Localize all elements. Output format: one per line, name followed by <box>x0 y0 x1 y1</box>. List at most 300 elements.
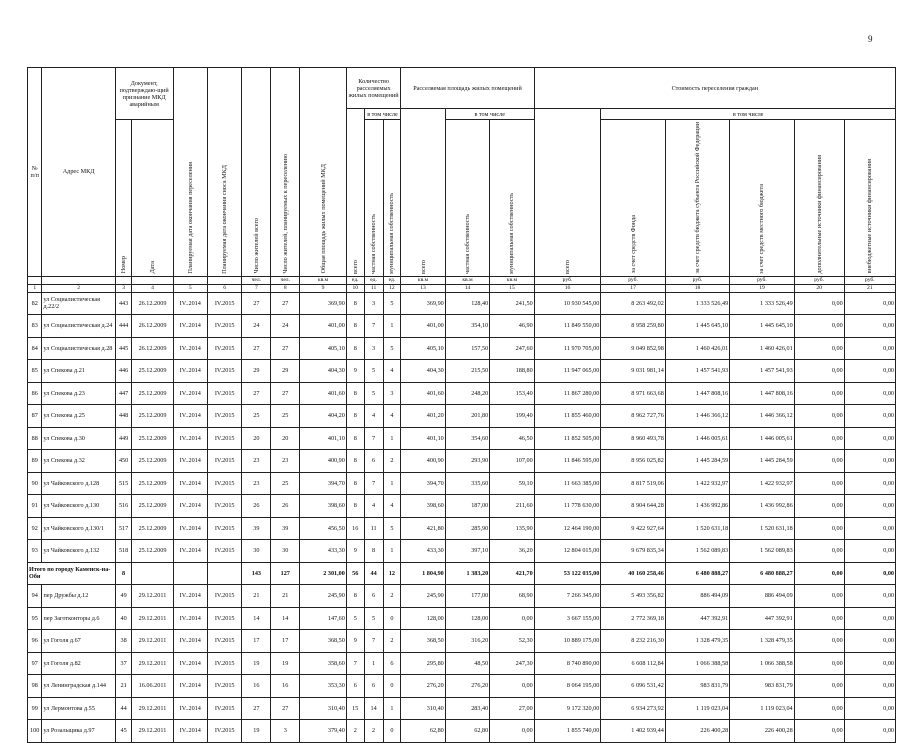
unit-cell: ед. <box>346 276 364 284</box>
table-cell: IV..2014 <box>173 630 207 653</box>
table-cell: 4 <box>383 360 401 383</box>
col-area-private-header: частная собственность <box>463 213 471 274</box>
table-cell: 283,40 <box>445 697 489 720</box>
table-cell: IV.2015 <box>207 315 241 338</box>
table-cell: 1 066 388,58 <box>665 652 729 675</box>
table-cell: 128,00 <box>445 607 489 630</box>
table-cell: 886 494,09 <box>730 585 794 608</box>
table-cell: 1 <box>383 427 401 450</box>
unit-cell <box>173 276 207 284</box>
table-cell: 354,60 <box>445 427 489 450</box>
table-row <box>28 337 896 360</box>
column-number-cell: 1 <box>28 284 42 292</box>
column-number-cell: 2 <box>42 284 115 292</box>
table-cell: IV.2015 <box>207 292 241 315</box>
table-cell: 20 <box>271 427 300 450</box>
column-numbers-row <box>28 284 896 292</box>
table-cell: IV.2015 <box>207 720 241 743</box>
unit-cell: чел. <box>271 276 300 284</box>
unit-cell <box>115 276 132 284</box>
table-cell: 11 846 595,00 <box>534 450 601 473</box>
table-cell: 143 <box>242 562 271 585</box>
table-cell: 88 <box>28 427 42 450</box>
table-cell: IV..2014 <box>173 292 207 315</box>
table-cell: 85 <box>28 360 42 383</box>
table-cell: 29.12.2011 <box>132 697 173 720</box>
units-row <box>28 276 896 284</box>
table-cell: 7 <box>364 427 383 450</box>
table-cell: 7 <box>364 315 383 338</box>
table-cell: IV.2015 <box>207 517 241 540</box>
table-cell: 405,10 <box>401 337 445 360</box>
table-cell: 46,90 <box>490 315 534 338</box>
table-cell: 226 400,28 <box>665 720 729 743</box>
table-cell: 293,90 <box>445 450 489 473</box>
table-cell: 9 <box>346 540 364 563</box>
table-cell: 127 <box>271 562 300 585</box>
table-cell: 0,00 <box>844 675 895 698</box>
table-cell: 1 446 366,12 <box>730 405 794 428</box>
table-cell: 0,00 <box>794 292 844 315</box>
table-cell: 421,80 <box>401 517 445 540</box>
table-cell: 1 <box>383 472 401 495</box>
table-cell: 0,00 <box>844 337 895 360</box>
table-cell: IV..2014 <box>173 360 207 383</box>
table-cell: 1 855 740,00 <box>534 720 601 743</box>
table-cell: 1 460 426,01 <box>730 337 794 360</box>
table-cell: 6 <box>364 450 383 473</box>
table-cell: 1 <box>383 697 401 720</box>
table-cell: 59,10 <box>490 472 534 495</box>
table-cell: 401,10 <box>401 427 445 450</box>
table-cell: 100 <box>28 720 42 743</box>
table-cell: 44 <box>115 697 132 720</box>
table-row <box>28 540 896 563</box>
table-cell: IV..2014 <box>173 450 207 473</box>
table-body <box>28 292 896 742</box>
table-cell: 36,20 <box>490 540 534 563</box>
table-cell: 400,90 <box>300 450 347 473</box>
table-cell: 0 <box>383 675 401 698</box>
col-address-header: Адрес МКД <box>42 68 115 277</box>
table-cell: 38 <box>115 630 132 653</box>
table-cell: 91 <box>28 495 42 518</box>
unit-cell <box>28 276 42 284</box>
table-cell: 0,00 <box>844 630 895 653</box>
table-cell: 0,00 <box>794 495 844 518</box>
table-cell: 44 <box>364 562 383 585</box>
table-cell: 99 <box>28 697 42 720</box>
col-document-header: Документ, подтверждаю-щий признание МКД аварийным <box>115 68 173 120</box>
table-cell: 26 <box>242 495 271 518</box>
table-cell: IV.2015 <box>207 540 241 563</box>
table-cell: 12 804 015,00 <box>534 540 601 563</box>
table-cell: 8 962 727,76 <box>601 405 665 428</box>
table-cell: 446 <box>115 360 132 383</box>
unit-cell: чел. <box>242 276 271 284</box>
table-cell: 0,00 <box>794 382 844 405</box>
col-planned-end-header: Планируемая дата окончания переселения <box>186 162 194 274</box>
table-cell: 11 970 705,00 <box>534 337 601 360</box>
table-row <box>28 652 896 675</box>
table-cell: 23 <box>242 472 271 495</box>
address-cell: ул Социалистическая д.24 <box>42 315 115 338</box>
table-cell: 26.12.2009 <box>132 315 173 338</box>
table-cell: 40 <box>115 607 132 630</box>
table-cell: 1 <box>364 652 383 675</box>
column-number-cell: 20 <box>794 284 844 292</box>
table-cell: 401,60 <box>300 382 347 405</box>
table-cell: 4 <box>383 495 401 518</box>
table-cell: 447 392,91 <box>730 607 794 630</box>
table-cell: 358,60 <box>300 652 347 675</box>
table-cell: 0,00 <box>794 585 844 608</box>
table-cell: 5 <box>383 292 401 315</box>
table-cell: 241,50 <box>490 292 534 315</box>
table-cell: IV.2015 <box>207 585 241 608</box>
table-cell: 27 <box>242 697 271 720</box>
unit-cell: руб. <box>844 276 895 284</box>
table-cell: 20 <box>242 427 271 450</box>
table-cell: 6 096 531,42 <box>601 675 665 698</box>
table-cell: 25 <box>271 405 300 428</box>
table-cell: 24 <box>242 315 271 338</box>
table-cell: 1 446 005,61 <box>730 427 794 450</box>
table-cell: 368,50 <box>300 630 347 653</box>
table-cell: 9 049 852,98 <box>601 337 665 360</box>
table-cell: IV..2014 <box>173 652 207 675</box>
table-cell: 5 <box>364 382 383 405</box>
table-cell: 25.12.2009 <box>132 517 173 540</box>
table-cell: IV.2015 <box>207 427 241 450</box>
table-cell: 56 <box>346 562 364 585</box>
table-cell: 93 <box>28 540 42 563</box>
table-cell: IV.2015 <box>207 630 241 653</box>
table-cell: IV.2015 <box>207 405 241 428</box>
table-cell: 16 <box>242 675 271 698</box>
table-cell: 62,80 <box>401 720 445 743</box>
table-cell: 0,00 <box>844 360 895 383</box>
col-cost-local-header: за счет средств местного бюджета <box>758 183 766 274</box>
column-number-cell: 13 <box>401 284 445 292</box>
table-cell: 14 <box>364 697 383 720</box>
table-cell: 0,00 <box>844 652 895 675</box>
relocation-table <box>27 67 896 743</box>
table-cell: 310,40 <box>401 697 445 720</box>
table-cell: 0,00 <box>794 517 844 540</box>
col-total-area-header: Общая площадь жилых помещений МКД <box>319 164 327 274</box>
table-cell: IV..2014 <box>173 472 207 495</box>
table-cell: 276,20 <box>401 675 445 698</box>
table-cell: 433,30 <box>300 540 347 563</box>
table-cell: 401,10 <box>300 427 347 450</box>
table-cell: 394,70 <box>401 472 445 495</box>
table-cell: 26.12.2009 <box>132 292 173 315</box>
table-cell: 90 <box>28 472 42 495</box>
table-cell: 0,00 <box>844 405 895 428</box>
table-cell: 0 <box>383 607 401 630</box>
table-cell: 23 <box>271 450 300 473</box>
address-cell: ул Чайковского д.130 <box>42 495 115 518</box>
table-cell: 0,00 <box>794 562 844 585</box>
table-cell: 29.12.2011 <box>132 607 173 630</box>
table-cell: 4 <box>364 405 383 428</box>
table-cell: IV..2014 <box>173 405 207 428</box>
table-cell: 147,60 <box>300 607 347 630</box>
table-cell: 401,00 <box>401 315 445 338</box>
address-cell: ул Спекова д.30 <box>42 427 115 450</box>
table-cell: 1 446 005,61 <box>665 427 729 450</box>
table-cell: 8 064 195,00 <box>534 675 601 698</box>
table-cell: 49 <box>115 585 132 608</box>
address-cell: ул Лермонтова д.55 <box>42 697 115 720</box>
table-cell: IV..2014 <box>173 697 207 720</box>
table-header <box>28 68 896 293</box>
table-cell: 450 <box>115 450 132 473</box>
table-cell: 401,20 <box>401 405 445 428</box>
unit-cell <box>207 276 241 284</box>
table-cell: 25.12.2009 <box>132 450 173 473</box>
address-cell: пер Заготконторы д.6 <box>42 607 115 630</box>
table-cell: IV..2014 <box>173 540 207 563</box>
table-cell: 8 904 644,28 <box>601 495 665 518</box>
table-cell: IV.2015 <box>207 337 241 360</box>
table-cell: 0,00 <box>844 517 895 540</box>
table-cell: 16.06.2011 <box>132 675 173 698</box>
table-cell: 53 122 035,00 <box>534 562 601 585</box>
table-cell: 211,60 <box>490 495 534 518</box>
table-cell: 201,80 <box>445 405 489 428</box>
table-cell: 0,00 <box>794 697 844 720</box>
table-row <box>28 607 896 630</box>
table-cell: 368,50 <box>401 630 445 653</box>
table-cell: 2 301,00 <box>300 562 347 585</box>
table-cell: 11 778 630,00 <box>534 495 601 518</box>
table-cell: 285,90 <box>445 517 489 540</box>
table-row <box>28 585 896 608</box>
table-cell: 11 <box>364 517 383 540</box>
table-cell: 92 <box>28 517 42 540</box>
table-cell: 21 <box>242 585 271 608</box>
table-cell: 0,00 <box>844 720 895 743</box>
total-row <box>28 562 896 585</box>
page-number: 9 <box>868 34 873 44</box>
table-cell: 188,80 <box>490 360 534 383</box>
table-cell: 0,00 <box>794 427 844 450</box>
table-cell: 8 <box>346 495 364 518</box>
table-cell: 0,00 <box>844 607 895 630</box>
column-number-cell: 14 <box>445 284 489 292</box>
address-cell: ул Чайковского д.130/1 <box>42 517 115 540</box>
unit-cell: руб. <box>601 276 665 284</box>
table-cell: 421,70 <box>490 562 534 585</box>
table-cell: 8 <box>346 315 364 338</box>
table-cell: 9 031 981,14 <box>601 360 665 383</box>
table-cell: 9 679 835,34 <box>601 540 665 563</box>
table-cell: 1 422 932,97 <box>665 472 729 495</box>
table-cell: 983 831,79 <box>730 675 794 698</box>
col-residents-planned-header: Число жителей, планируемых к переселению <box>281 153 289 274</box>
address-cell: ул Чайковского д.132 <box>42 540 115 563</box>
table-cell: 449 <box>115 427 132 450</box>
table-cell: 89 <box>28 450 42 473</box>
table-cell: 30 <box>242 540 271 563</box>
table-cell: 1 445 645,10 <box>665 315 729 338</box>
table-cell: 27,00 <box>490 697 534 720</box>
table-cell: 0,00 <box>794 607 844 630</box>
table-cell: 448 <box>115 405 132 428</box>
table-cell: 25.12.2009 <box>132 382 173 405</box>
table-cell: 0,00 <box>794 450 844 473</box>
table-cell: 52,30 <box>490 630 534 653</box>
table-cell: 98 <box>28 675 42 698</box>
table-cell: 0,00 <box>490 607 534 630</box>
col-doc-date-header: Дата <box>148 261 156 274</box>
table-cell: 1 520 631,18 <box>730 517 794 540</box>
table-cell: 5 <box>364 607 383 630</box>
table-cell: 2 <box>383 585 401 608</box>
table-cell: 21 <box>115 675 132 698</box>
col-rooms-group-header: Количество расселяемых жилых помещений <box>346 68 400 109</box>
table-cell: 433,30 <box>401 540 445 563</box>
table-cell: 62,80 <box>445 720 489 743</box>
table-cell: 245,90 <box>300 585 347 608</box>
table-cell: 16 <box>271 675 300 698</box>
table-cell: 8 232 216,30 <box>601 630 665 653</box>
table-row <box>28 382 896 405</box>
table-cell: 25.12.2009 <box>132 495 173 518</box>
table-cell: 199,40 <box>490 405 534 428</box>
table-cell: 3 667 155,00 <box>534 607 601 630</box>
table-cell: 1 445 284,59 <box>730 450 794 473</box>
table-cell: 11 855 460,00 <box>534 405 601 428</box>
table-cell: 10 930 545,00 <box>534 292 601 315</box>
table-cell: 16 <box>346 517 364 540</box>
col-cost-subject-header: за счет средств бюджета субъекта Российской Федерации <box>694 122 701 274</box>
unit-cell: ед. <box>364 276 383 284</box>
table-cell: 8 <box>346 472 364 495</box>
column-number-cell: 4 <box>132 284 173 292</box>
address-cell: ул Розальщика д.97 <box>42 720 115 743</box>
table-cell: 157,50 <box>445 337 489 360</box>
address-cell: ул Спекова д.32 <box>42 450 115 473</box>
col-planned-demolition-header: Планируемая дата окончания сноса МКД <box>221 164 229 274</box>
table-cell: 30 <box>271 540 300 563</box>
table-cell: 27 <box>271 697 300 720</box>
table-cell: 68,90 <box>490 585 534 608</box>
table-cell: 8 <box>346 427 364 450</box>
table-cell: IV.2015 <box>207 472 241 495</box>
table-cell: 2 <box>364 720 383 743</box>
table-row <box>28 720 896 743</box>
table-cell: 8 <box>364 540 383 563</box>
table-cell: 2 772 369,18 <box>601 607 665 630</box>
table-cell: 295,80 <box>401 652 445 675</box>
table-cell: 1 804,90 <box>401 562 445 585</box>
column-number-cell: 16 <box>534 284 601 292</box>
table-cell: 3 <box>364 337 383 360</box>
address-cell: ул Спекова д.21 <box>42 360 115 383</box>
table-cell: 8 <box>115 562 132 585</box>
col-area-group-header: Расселяемая площадь жилых помещений <box>401 68 534 109</box>
table-cell: 187,00 <box>445 495 489 518</box>
table-cell: 215,50 <box>445 360 489 383</box>
table-cell: IV.2015 <box>207 495 241 518</box>
col-rooms-total-header: всего <box>351 259 359 274</box>
table-cell: 17 <box>271 630 300 653</box>
table-cell: 518 <box>115 540 132 563</box>
col-rooms-including-header: в том числе <box>364 109 401 120</box>
table-cell: 447 <box>115 382 132 405</box>
table-cell: IV..2014 <box>173 607 207 630</box>
col-doc-number-header: Номер <box>120 256 128 274</box>
table-cell <box>207 562 241 585</box>
table-cell: 0,00 <box>844 427 895 450</box>
table-cell: IV..2014 <box>173 315 207 338</box>
table-cell: 404,20 <box>300 405 347 428</box>
table-cell: 37 <box>115 652 132 675</box>
table-cell: IV..2014 <box>173 675 207 698</box>
table-row <box>28 472 896 495</box>
table-cell: 19 <box>271 652 300 675</box>
table-cell: 24 <box>271 315 300 338</box>
address-cell: ул Спекова д.23 <box>42 382 115 405</box>
table-cell: 86 <box>28 382 42 405</box>
table-cell: 177,00 <box>445 585 489 608</box>
table-cell: IV..2014 <box>173 585 207 608</box>
table-cell: 8 <box>346 382 364 405</box>
table-cell: 87 <box>28 405 42 428</box>
table-cell: 1 457 541,93 <box>730 360 794 383</box>
table-cell: 0,00 <box>844 697 895 720</box>
table-cell: 456,50 <box>300 517 347 540</box>
table-cell: 9 422 927,64 <box>601 517 665 540</box>
col-area-municipal-header: муниципальная собственность <box>508 192 516 274</box>
table-cell: 6 480 888,27 <box>730 562 794 585</box>
address-cell: ул Социалистическая д.22/2 <box>42 292 115 315</box>
table-cell: 84 <box>28 337 42 360</box>
unit-cell: руб. <box>794 276 844 284</box>
table-cell: 1 436 992,86 <box>730 495 794 518</box>
table-cell: 25.12.2009 <box>132 427 173 450</box>
table-cell: 1 328 479,35 <box>665 630 729 653</box>
table-cell: 0,00 <box>794 720 844 743</box>
table-cell: 21 <box>271 585 300 608</box>
table-cell: 8 956 025,82 <box>601 450 665 473</box>
table-cell: IV.2015 <box>207 697 241 720</box>
table-cell: 400,90 <box>401 450 445 473</box>
table-row <box>28 675 896 698</box>
table-cell: 9 <box>346 630 364 653</box>
table-cell: 6 <box>346 675 364 698</box>
table-cell: IV.2015 <box>207 607 241 630</box>
table-cell: 11 867 280,00 <box>534 382 601 405</box>
table-cell: 1 119 023,04 <box>730 697 794 720</box>
table-cell: 6 <box>364 585 383 608</box>
table-cell: 0,00 <box>794 652 844 675</box>
col-area-including-header: в том числе <box>445 109 534 120</box>
table-cell: 153,40 <box>490 382 534 405</box>
table-cell: 46,50 <box>490 427 534 450</box>
col-rooms-private-header: частная собственность <box>370 213 378 274</box>
table-cell: 82 <box>28 292 42 315</box>
table-cell: 0,00 <box>844 562 895 585</box>
table-cell: 12 464 190,00 <box>534 517 601 540</box>
table-cell: 8 <box>346 585 364 608</box>
table-cell: 369,90 <box>300 292 347 315</box>
table-cell: 39 <box>271 517 300 540</box>
table-cell: 19 <box>242 720 271 743</box>
